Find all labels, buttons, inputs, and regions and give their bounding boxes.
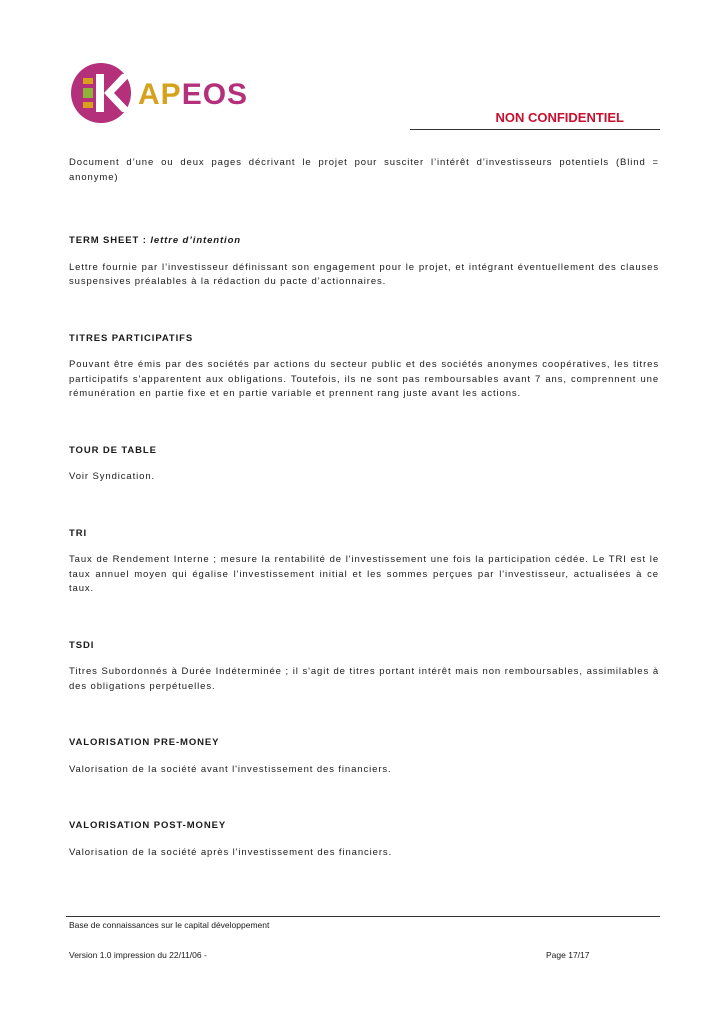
section-valorisation-post-money bbox=[69, 819, 659, 860]
confidential-label: NON CONFIDENTIEL bbox=[495, 110, 624, 125]
section-body: Valorisation de la société après l'investissement des financiers. bbox=[69, 846, 393, 858]
section-titres-participatifs bbox=[69, 332, 659, 402]
section-tri bbox=[69, 527, 659, 597]
header-rule bbox=[410, 129, 660, 130]
section-term-sheet bbox=[69, 234, 659, 290]
section-body: Lettre fournie par l’investisseur définissant son engagement pour le projet, et intégrant éventuellement des clauses suspensives préalables à la rédaction du pacte d’actionnaires. bbox=[69, 261, 659, 287]
section-body: Valorisation de la société avant l'investissement des financiers. bbox=[69, 763, 392, 775]
section-body: Taux de Rendement Interne ; mesure la rentabilité de l'investissement une fois la participation cédée. Le TRI est le taux annuel moyen qui égalise l'investissement initial et les sommes perçues par l'investisseur, actualisées à ce taux. bbox=[69, 554, 659, 594]
section-title: TITRES PARTICIPATIFS bbox=[69, 332, 194, 344]
section-title: VALORISATION PRE-MONEY bbox=[69, 737, 220, 748]
section-tour-de-table bbox=[69, 444, 659, 485]
section-title-text: TERM SHEET : bbox=[69, 235, 151, 246]
section-title bbox=[69, 234, 659, 249]
kapeos-logo-wordmark bbox=[138, 78, 248, 112]
section-subtitle: lettre d’intention bbox=[150, 235, 241, 246]
section-title: TOUR DE TABLE bbox=[69, 444, 157, 456]
section-body: Voir Syndication. bbox=[69, 471, 156, 482]
section-valorisation-pre-money bbox=[69, 736, 659, 777]
section-body: Titres Subordonnés à Durée Indéterminée ; il s'agit de titres portant intérêt mais non remboursables, assimilables à des obligations perpétuelles. bbox=[69, 666, 659, 692]
intro-paragraph: Document d’une ou deux pages décrivant le projet pour susciter l’intérêt d’investisseurs potentiels (Blind = anonyme) bbox=[69, 157, 659, 183]
document-content bbox=[69, 156, 659, 902]
footer-version: Version 1.0 impression du 22/11/06 - bbox=[69, 950, 207, 960]
section-title: VALORISATION POST-MONEY bbox=[69, 820, 227, 831]
footer-title: Base de connaissances sur le capital développement bbox=[69, 920, 270, 930]
section-title: TSDI bbox=[69, 639, 95, 651]
footer-rule bbox=[66, 916, 660, 917]
section-body: Pouvant être émis par des sociétés par actions du secteur public et des sociétés anonymes coopératives, les titres participatifs s'apparentent aux obligations. Toutefois, ils ne sont pas remboursables avant 7 ans, comprennent une rémunération en partie fixe et en partie variable et prennent rang juste avant les actions. bbox=[69, 359, 659, 399]
logo-ap: AP bbox=[138, 78, 182, 111]
logo-eos: EOS bbox=[181, 78, 249, 111]
section-title: TRI bbox=[69, 527, 88, 539]
page-number: Page 17/17 bbox=[546, 950, 590, 960]
kapeos-logo-mark bbox=[70, 62, 140, 124]
section-tsdi bbox=[69, 639, 659, 695]
